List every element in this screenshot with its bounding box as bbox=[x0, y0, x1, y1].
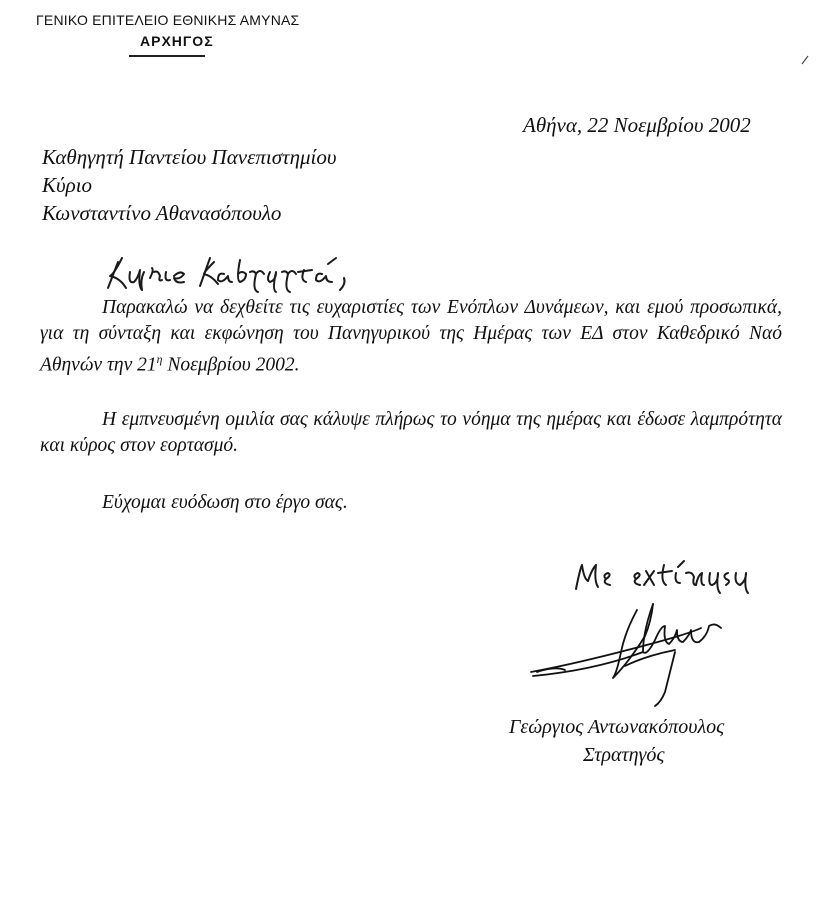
paragraph-praise bbox=[40, 407, 782, 459]
scan-mark bbox=[800, 54, 810, 66]
letterhead-underline bbox=[129, 55, 205, 57]
paragraph-thanks-end: Νοεμβρίου 2002. bbox=[162, 354, 300, 376]
ordinal-suffix: η bbox=[156, 353, 163, 366]
signature bbox=[525, 592, 740, 707]
recipient-line-honorific: Κύριο bbox=[42, 173, 93, 197]
recipient-line-name: Κωνσταντίνο Αθανασόπουλο bbox=[42, 201, 282, 225]
recipient-line-title: Καθηγητή Παντείου Πανεπιστημίου bbox=[42, 145, 337, 169]
paragraph-wishes bbox=[40, 490, 782, 516]
paragraph-thanks-text: Παρακαλώ να δεχθείτε τις ευχαριστίες των Ενόπλων Δυνάμεων, και εμού προσωπικά, για τη σύνταξη και εκφώνηση του Πανηγυρικού της Ημέρας των ΕΔ στον Καθεδρικό Ναό Αθηνών την 21 bbox=[40, 297, 782, 376]
handwritten-salutation bbox=[100, 250, 390, 294]
paragraph-wishes-text: Εύχομαι ευόδωση στο έργο σας. bbox=[102, 492, 348, 513]
letterhead bbox=[36, 11, 336, 49]
signer-name: Γεώργιος Αντωνακόπουλος bbox=[509, 716, 725, 738]
signer-rank: Στρατηγός bbox=[583, 744, 665, 766]
letterhead-organization: ΓΕΝΙΚΟ ΕΠΙΤΕΛΕΙΟ ΕΘΝΙΚΗΣ ΑΜΥΝΑΣ bbox=[36, 12, 300, 28]
date-line: Αθήνα, 22 Νοεμβρίου 2002 bbox=[523, 113, 751, 137]
letterhead-office: ΑΡΧΗΓΟΣ bbox=[140, 33, 214, 49]
handwritten-closing bbox=[572, 555, 772, 595]
paragraph-praise-text: Η εμπνευσμένη ομιλία σας κάλυψε πλήρως το νόημα της ημέρας και έδωσε λαμπρότητα και κύρος στον εορτασμό. bbox=[40, 409, 782, 456]
paragraph-thanks bbox=[40, 295, 782, 379]
recipient-block bbox=[42, 143, 337, 227]
